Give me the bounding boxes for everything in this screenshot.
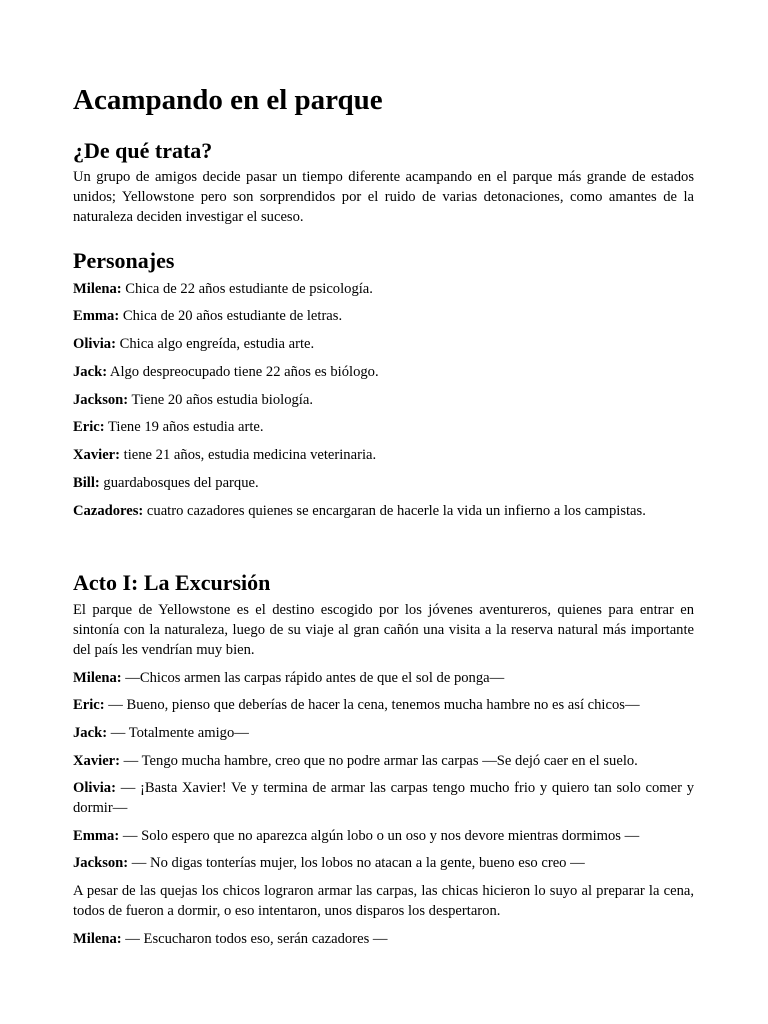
character-name: Emma:: [73, 308, 120, 324]
speaker-name: Milena:: [73, 670, 122, 686]
synopsis-heading: ¿De qué trata?: [73, 138, 213, 163]
speaker-name: Milena:: [73, 931, 122, 947]
character-description: Chica algo engreída, estudia arte.: [119, 336, 315, 352]
speaker-name: Eric:: [73, 697, 105, 713]
character-entry: [73, 279, 694, 299]
character-name: Jackson:: [73, 392, 129, 408]
character-entry: [73, 501, 694, 521]
dialogue-text: — ¡Basta Xavier! Ve y termina de armar las carpas tengo mucho frio y quiero tan solo comer y dormir—: [73, 780, 694, 816]
character-entry: [73, 473, 694, 493]
dialogue-line: [73, 668, 694, 688]
character-entry: [73, 417, 694, 437]
character-description: Chica de 22 años estudiante de psicología.: [125, 281, 373, 297]
dialogue-line: [73, 826, 694, 846]
dialogue-line: [73, 853, 694, 873]
dialogue-text: — Bueno, pienso que deberías de hacer la cena, tenemos mucha hambre no es así chicos—: [108, 697, 640, 713]
synopsis-paragraph: Un grupo de amigos decide pasar un tiempo diferente acampando en el parque más grande de estados unidos; Yellowstone pero son sorprendidos por el ruido de varias detonaciones, como amantes de la naturaleza deciden investigar el suceso.: [73, 169, 694, 225]
act1-heading: Acto I: La Excursión: [73, 570, 271, 595]
character-description: Algo despreocupado tiene 22 años es biólogo.: [109, 364, 379, 380]
dialogue-line: [73, 778, 694, 818]
speaker-name: Jack:: [73, 725, 108, 741]
character-entry: [73, 334, 694, 354]
speaker-name: Olivia:: [73, 780, 116, 796]
dialogue-text: —Chicos armen las carpas rápido antes de que el sol de ponga—: [125, 670, 505, 686]
dialogue-line: [73, 723, 694, 743]
dialogue-line: [73, 751, 694, 771]
character-name: Bill:: [73, 475, 100, 491]
character-description: guardabosques del parque.: [103, 475, 259, 491]
character-name: Olivia:: [73, 336, 116, 352]
narration-paragraph: A pesar de las quejas los chicos lograron armar las carpas, las chicas hicieron lo suyo al preparar la cena, todos de fueron a dormir, o eso intentaron, unos disparos los despertaron.: [73, 883, 694, 919]
character-description: Tiene 19 años estudia arte.: [108, 419, 264, 435]
character-name: Jack:: [73, 364, 108, 380]
character-name: Cazadores:: [73, 503, 144, 519]
dialogue-text: — Escucharon todos eso, serán cazadores —: [125, 931, 388, 947]
dialogue-text: — Totalmente amigo—: [110, 725, 249, 741]
character-name: Milena:: [73, 281, 122, 297]
document-title: Acampando en el parque: [73, 84, 383, 116]
character-name: Xavier:: [73, 447, 121, 463]
dialogue-line: [73, 695, 694, 715]
character-entry: [73, 445, 694, 465]
speaker-name: Emma:: [73, 828, 120, 844]
character-description: Tiene 20 años estudia biología.: [131, 392, 313, 408]
character-entry: [73, 362, 694, 382]
character-description: Chica de 20 años estudiante de letras.: [122, 308, 343, 324]
character-name: Eric:: [73, 419, 105, 435]
character-entry: [73, 390, 694, 410]
characters-heading: Personajes: [73, 248, 175, 273]
act1-intro-paragraph: El parque de Yellowstone es el destino escogido por los jóvenes aventureros, quienes para entrar en sintonía con la naturaleza, luego de su viaje al gran cañón una visita a la reserva natural más importante del país les vendrían muy bien.: [73, 602, 694, 658]
dialogue-text: — No digas tonterías mujer, los lobos no atacan a la gente, bueno eso creo —: [131, 855, 585, 871]
dialogue-text: — Tengo mucha hambre, creo que no podre armar las carpas —Se dejó caer en el suelo.: [123, 753, 638, 769]
dialogue-line: [73, 929, 694, 949]
character-entry: [73, 306, 694, 326]
character-description: cuatro cazadores quienes se encargaran de hacerle la vida un infierno a los campistas.: [146, 503, 646, 519]
speaker-name: Xavier:: [73, 753, 121, 769]
character-description: tiene 21 años, estudia medicina veterinaria.: [123, 447, 377, 463]
dialogue-text: — Solo espero que no aparezca algún lobo o un oso y nos devore mientras dormimos —: [122, 828, 640, 844]
speaker-name: Jackson:: [73, 855, 129, 871]
